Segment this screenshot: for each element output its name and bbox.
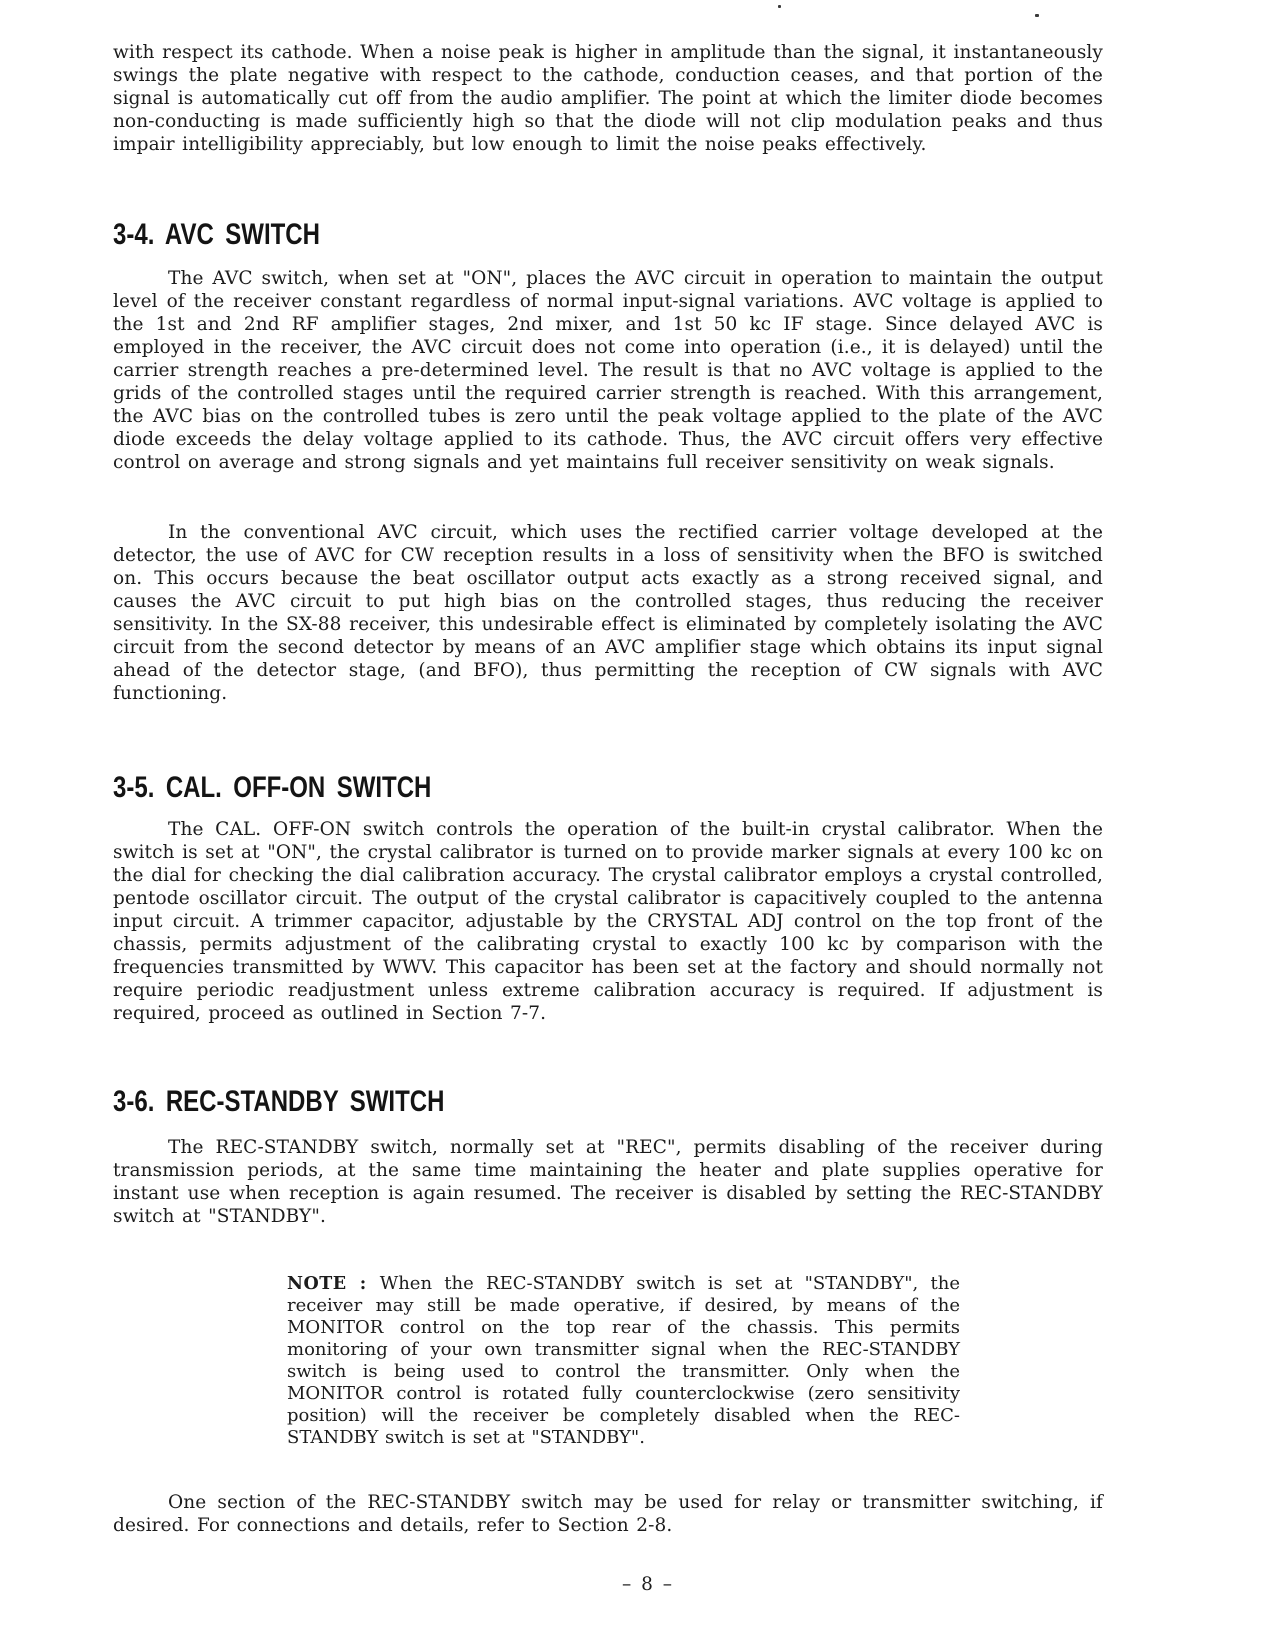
body-paragraph: The REC-STANDBY switch, normally set at "REC", permits disabling of the receiver during transmission periods, at the same time maintaining the heater and plate supplies operative for instant use when reception is again resumed. The receiver is disabled by setting the REC-STANDBY switch at "STANDBY". [113, 1137, 1103, 1227]
section-heading: 3-4. AVC SWITCH [113, 218, 320, 251]
scan-speck [778, 5, 781, 8]
section-cal-off-on-switch [113, 771, 1103, 1025]
body-paragraph: In the conventional AVC circuit, which uses the rectified carrier voltage developed at the detector, the use of AVC for CW reception results in a loss of sensitivity when the BFO is switched on. This occurs because the beat oscillator output acts exactly as a strong received signal, and causes the AVC circuit to put high bias on the controlled stages, thus reducing the receiver sensitivity. In the SX-88 receiver, this undesirable effect is eliminated by completely isolating the AVC circuit from the second detector by means of an AVC amplifier stage which obtains its input signal ahead of the detector stage, (and BFO), thus permitting the reception of CW signals with AVC functioning. [113, 522, 1103, 704]
body-paragraph: The AVC switch, when set at "ON", places the AVC circuit in operation to maintain the output level of the receiver constant regardless of normal input-signal variations. AVC voltage is applied to the 1st and 2nd RF amplifier stages, 2nd mixer, and 1st 50 kc IF stage. Since delayed AVC is employed in the receiver, the AVC circuit does not come into operation (i.e., it is delayed) until the carrier strength reaches a pre-determined level. The result is that no AVC voltage is applied to the grids of the controlled stages until the required carrier strength is reached. With this arrangement, the AVC bias on the controlled tubes is zero until the peak voltage applied to the plate of the AVC diode exceeds the delay voltage applied to its cathode. Thus, the AVC circuit offers very effective control on average and strong signals and yet maintains full receiver sensitivity on weak signals. [113, 268, 1103, 473]
intro-paragraph: with respect its cathode. When a noise peak is higher in amplitude than the signal, it instantaneously swings the plate negative with respect to the cathode, conduction ceases, and that portion of the signal is automatically cut off from the audio amplifier. The point at which the limiter diode becomes non-conducting is made sufficiently high so that the diode will not clip modulation peaks and thus impair intelligibility appreciably, but low enough to limit the noise peaks effectively. [113, 42, 1103, 155]
body-paragraph: The CAL. OFF-ON switch controls the operation of the built-in crystal calibrator. When the switch is set at "ON", the crystal calibrator is turned on to provide marker signals at every 100 kc on the dial for checking the dial calibration accuracy. The crystal calibrator employs a crystal controlled, pentode oscillator circuit. The output of the crystal calibrator is capacitively coupled to the antenna input circuit. A trimmer capacitor, adjustable by the CRYSTAL ADJ control on the top front of the chassis, permits adjustment of the calibrating crystal to exactly 100 kc by comparison with the frequencies transmitted by WWV. This capacitor has been set at the factory and should normally not require periodic readjustment unless extreme calibration accuracy is required. If adjustment is required, proceed as outlined in Section 7-7. [113, 819, 1103, 1024]
body-paragraph: One section of the REC-STANDBY switch may be used for relay or transmitter switching, if desired. For connections and details, refer to Section 2-8. [113, 1492, 1103, 1536]
section-rec-standby-switch [113, 1085, 1103, 1537]
scan-speck [1035, 14, 1039, 17]
note-label: NOTE : [287, 1274, 367, 1294]
section-heading: 3-5. CAL. OFF-ON SWITCH [113, 771, 432, 804]
page-content [113, 41, 1103, 1595]
section-heading: 3-6. REC-STANDBY SWITCH [113, 1085, 445, 1118]
note-text: When the REC-STANDBY switch is set at "STANDBY", the receiver may still be made operative, if desired, by means of the MONITOR control on the top rear of the chassis. This permits monitoring of your own transmitter signal when the REC-STANDBY switch is being used to control the transmitter. Only when the MONITOR control is rotated fully counterclockwise (zero sensitivity position) will the receiver be completely disabled when the REC-STANDBY switch is set at "STANDBY". [287, 1273, 960, 1448]
page-number: – 8 – [621, 1574, 675, 1595]
note-block [287, 1273, 960, 1449]
section-avc-switch [113, 218, 1103, 705]
